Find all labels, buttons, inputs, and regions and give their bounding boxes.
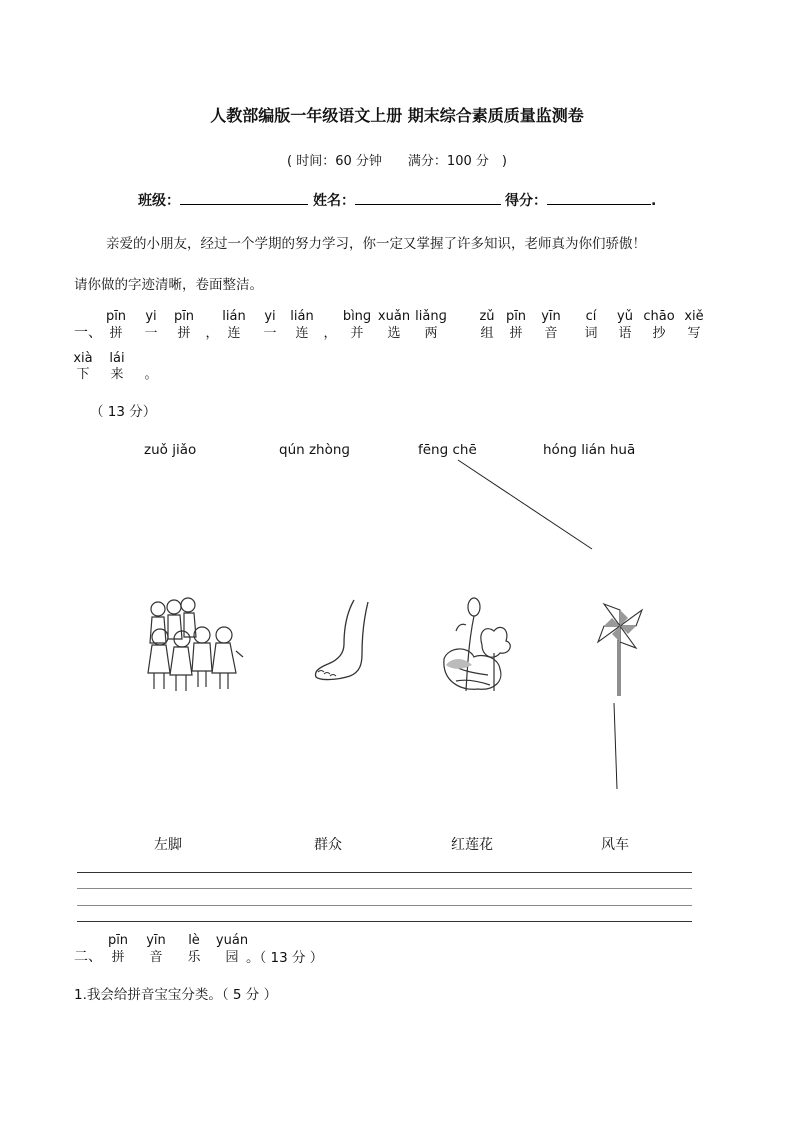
pinyin-annotation: xiě <box>684 309 704 324</box>
intro-line-1: 亲爱的小朋友，经过一个学期的努力学习，你一定又掌握了许多知识，老师真为你们骄傲！ <box>106 236 646 252</box>
intro-line-2: 请你做的字迹清晰，卷面整洁。 <box>74 277 263 293</box>
foot-picture[interactable] <box>310 598 370 683</box>
hanzi-word-honglianhua[interactable]: 红莲花 <box>451 837 493 853</box>
hanzi-character: 一 <box>263 326 277 341</box>
pinyin-annotation: lái <box>109 351 125 366</box>
class-label: 班级： <box>138 193 180 209</box>
hanzi-character: 连 <box>295 326 309 341</box>
pinyin-annotation: yǔ <box>617 309 633 324</box>
pinyin-annotation: pīn <box>105 309 127 324</box>
pinyin-annotation: chāo <box>643 309 675 324</box>
writing-line-3[interactable] <box>77 905 692 906</box>
pinyin-word-honglianhua[interactable]: hónɡ lián huā <box>543 442 636 458</box>
hanzi-character: 并 <box>350 326 364 341</box>
pinyin-annotation: yi <box>264 309 276 324</box>
pinyin-word-fengche[interactable]: fēnɡ chē <box>418 442 477 458</box>
pinyin-annotation: yuán <box>215 933 249 948</box>
end-mark: . <box>651 193 657 209</box>
hanzi-character: 组 <box>480 326 494 341</box>
pinyin-annotation: lián <box>290 309 314 324</box>
pinyin-annotation: lián <box>222 309 246 324</box>
hanzi-character: 拼 <box>177 326 191 341</box>
pinyin-annotation: cí <box>585 309 597 324</box>
hanzi-character: ， <box>205 326 219 341</box>
exam-time-score: ( 时间：60 分钟 满分：100 分 ) <box>287 154 507 169</box>
name-label: 姓名： <box>313 193 355 209</box>
pinyin-annotation: pīn <box>107 933 129 948</box>
hanzi-character: 拼 <box>109 326 123 341</box>
hanzi-character: 两 <box>424 326 438 341</box>
writing-line-2[interactable] <box>77 888 692 889</box>
section1-number: 一、 <box>74 325 102 341</box>
connect-line-pinwheel <box>614 703 617 789</box>
pinyin-annotation: yīn <box>541 309 561 324</box>
pinyin-annotation: yīn <box>146 933 166 948</box>
pinyin-word-qunzhong[interactable]: qún zhònɡ <box>279 442 351 458</box>
hanzi-word-qunzhong[interactable]: 群众 <box>314 837 342 853</box>
hanzi-character: 一 <box>144 326 158 341</box>
hanzi-character: ， <box>323 326 337 341</box>
lotus-picture[interactable] <box>438 595 520 695</box>
pinyin-annotation: pīn <box>173 309 195 324</box>
pinyin-annotation: zǔ <box>479 309 495 324</box>
score-label: 得分： <box>505 193 547 209</box>
hanzi-character: 连 <box>227 326 241 341</box>
writing-line-4[interactable] <box>77 921 692 922</box>
section2-number: 二、 <box>74 949 102 965</box>
hanzi-character: 写 <box>687 326 701 341</box>
hanzi-character: 来 <box>110 367 124 382</box>
hanzi-character: 选 <box>387 326 401 341</box>
children-group-picture[interactable] <box>140 595 245 695</box>
hanzi-word-zuojiao[interactable]: 左脚 <box>154 837 182 853</box>
hanzi-character: 拼 <box>111 950 125 965</box>
hanzi-character: 词 <box>584 326 598 341</box>
pinyin-annotation: xuǎn <box>377 309 411 324</box>
section2-points: 。（ 13 分 ） <box>246 950 324 966</box>
hanzi-character: 园 <box>225 950 239 965</box>
pinyin-annotation: lè <box>188 933 200 948</box>
hanzi-character: 语 <box>618 326 632 341</box>
pinyin-word-zuojiao[interactable]: zuǒ jiǎo <box>144 442 197 458</box>
section1-points: （ 13 分） <box>90 404 157 420</box>
pinyin-annotation: liǎnɡ <box>415 309 447 324</box>
hanzi-character: 。 <box>144 367 158 382</box>
question-1: 1.我会给拼音宝宝分类。（ 5 分 ） <box>74 987 278 1003</box>
pinyin-annotation: pīn <box>505 309 527 324</box>
hanzi-character: 抄 <box>652 326 666 341</box>
pinyin-annotation: yi <box>145 309 157 324</box>
hanzi-word-fengche[interactable]: 风车 <box>601 837 629 853</box>
pinyin-annotation: bìnɡ <box>342 309 372 324</box>
pinwheel-picture[interactable] <box>594 600 646 696</box>
hanzi-character: 拼 <box>509 326 523 341</box>
hanzi-character: 音 <box>544 326 558 341</box>
hanzi-character: 下 <box>76 367 90 382</box>
hanzi-character: 乐 <box>187 950 201 965</box>
writing-line-1[interactable] <box>77 872 692 873</box>
pinyin-annotation: xià <box>73 351 93 366</box>
hanzi-character: 音 <box>149 950 163 965</box>
connect-line-fengche <box>458 460 592 549</box>
page-title: 人教部编版一年级语文上册 期末综合素质质量监测卷 <box>210 106 584 125</box>
